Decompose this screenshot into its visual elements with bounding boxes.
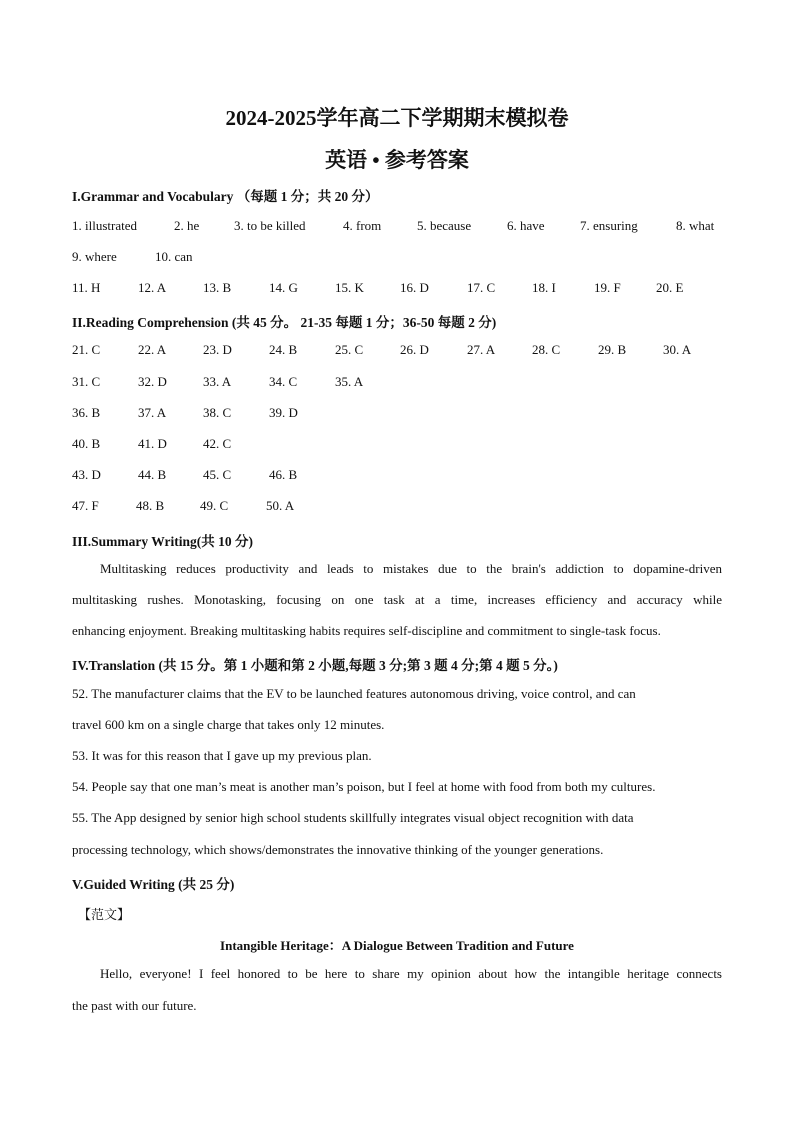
answer-item: 11. H	[72, 280, 101, 295]
translation-54: 54. People say that one man’s meat is another man’s poison, but I feel at home with food from both my cultures.	[72, 779, 656, 794]
answer-item: 13. B	[203, 280, 232, 295]
answer-item: 8. what	[676, 218, 715, 233]
section-heading-summary: III.Summary Writing(共 10 分)	[72, 534, 254, 549]
essay-title: Intangible Heritage：A Dialogue Between Tradition and Future	[220, 938, 574, 953]
translation-55-line1: 55. The App designed by senior high school students skillfully integrates visual object recognition with data	[72, 810, 634, 825]
answer-item: 29. B	[598, 342, 627, 357]
section-heading-reading: II.Reading Comprehension (共 45 分。 21-35 每题 1 分；36-50 每题 2 分)	[72, 315, 497, 330]
section-heading-writing: V.Guided Writing (共 25 分)	[72, 877, 235, 892]
answer-item: 35. A	[335, 374, 364, 389]
section-heading-grammar: I.Grammar and Vocabulary （每题 1 分；共 20 分）	[72, 189, 379, 204]
essay-line: Hello, everyone! I feel honored to be here to share my opinion about how the intangible heritage connects	[100, 966, 722, 981]
answer-item: 44. B	[138, 467, 167, 482]
answer-item: 36. B	[72, 405, 101, 420]
answer-item: 30. A	[663, 342, 692, 357]
answer-item: 7. ensuring	[580, 218, 638, 233]
answer-item: 34. C	[269, 374, 298, 389]
answer-item: 14. G	[269, 280, 298, 295]
summary-line: multitasking rushes. Monotasking, focusing on one task at a time, increases efficiency and accuracy while	[72, 592, 722, 607]
page-title: 2024-2025学年高二下学期期末模拟卷	[225, 106, 569, 130]
answer-item: 5. because	[417, 218, 472, 233]
answer-item: 18. I	[532, 280, 556, 295]
answer-item: 46. B	[269, 467, 298, 482]
answer-item: 19. F	[594, 280, 621, 295]
answer-item: 2. he	[174, 218, 200, 233]
answer-item: 40. B	[72, 436, 101, 451]
answer-item: 12. A	[138, 280, 167, 295]
answer-item: 32. D	[138, 374, 167, 389]
answer-item: 21. C	[72, 342, 101, 357]
answer-item: 20. E	[656, 280, 684, 295]
answer-item: 27. A	[467, 342, 496, 357]
answer-item: 43. D	[72, 467, 101, 482]
answer-item: 1. illustrated	[72, 218, 137, 233]
summary-paragraph	[72, 561, 722, 641]
essay-line: the past with our future.	[72, 998, 197, 1013]
answer-item: 9. where	[72, 249, 117, 264]
summary-line: Multitasking reduces productivity and leads to mistakes due to the brain's addiction to dopamine-driven	[100, 561, 722, 576]
translation-52-line2: travel 600 km on a single charge that takes only 12 minutes.	[72, 717, 385, 732]
answer-item: 33. A	[203, 374, 232, 389]
answer-item: 17. C	[467, 280, 496, 295]
answer-item: 50. A	[266, 498, 295, 513]
answer-item: 3. to be killed	[234, 218, 306, 233]
answer-item: 26. D	[400, 342, 429, 357]
answer-item: 10. can	[155, 249, 193, 264]
answer-item: 31. C	[72, 374, 101, 389]
answer-item: 38. C	[203, 405, 232, 420]
answer-item: 39. D	[269, 405, 298, 420]
answer-item: 22. A	[138, 342, 167, 357]
answer-item: 41. D	[138, 436, 167, 451]
summary-line: enhancing enjoyment. Breaking multitasking habits requires self-discipline and commitment to single-task focus.	[72, 623, 661, 638]
answer-item: 28. C	[532, 342, 561, 357]
answer-item: 15. K	[335, 280, 364, 295]
translation-55-line2: processing technology, which shows/demonstrates the innovative thinking of the younger generations.	[72, 842, 604, 857]
model-essay-tag: 【范文】	[78, 907, 131, 922]
answer-item: 42. C	[203, 436, 232, 451]
translation-52-line1: 52. The manufacturer claims that the EV to be launched features autonomous driving, voice control, and can	[72, 686, 636, 701]
essay-paragraph	[72, 966, 722, 1016]
answer-item: 25. C	[335, 342, 364, 357]
answer-item: 4. from	[343, 218, 382, 233]
section-heading-translation: IV.Translation (共 15 分。第 1 小题和第 2 小题,每题 3 分;第 3 题 4 分;第 4 题 5 分。)	[72, 658, 558, 673]
answer-item: 48. B	[136, 498, 165, 513]
answer-item: 37. A	[138, 405, 167, 420]
answer-item: 6. have	[507, 218, 545, 233]
answer-item: 45. C	[203, 467, 232, 482]
page-subtitle: 英语 • 参考答案	[325, 148, 469, 172]
answer-item: 23. D	[203, 342, 232, 357]
answer-item: 47. F	[72, 498, 99, 513]
answer-item: 49. C	[200, 498, 229, 513]
translation-53: 53. It was for this reason that I gave up my previous plan.	[72, 748, 372, 763]
answer-item: 24. B	[269, 342, 298, 357]
answer-item: 16. D	[400, 280, 429, 295]
